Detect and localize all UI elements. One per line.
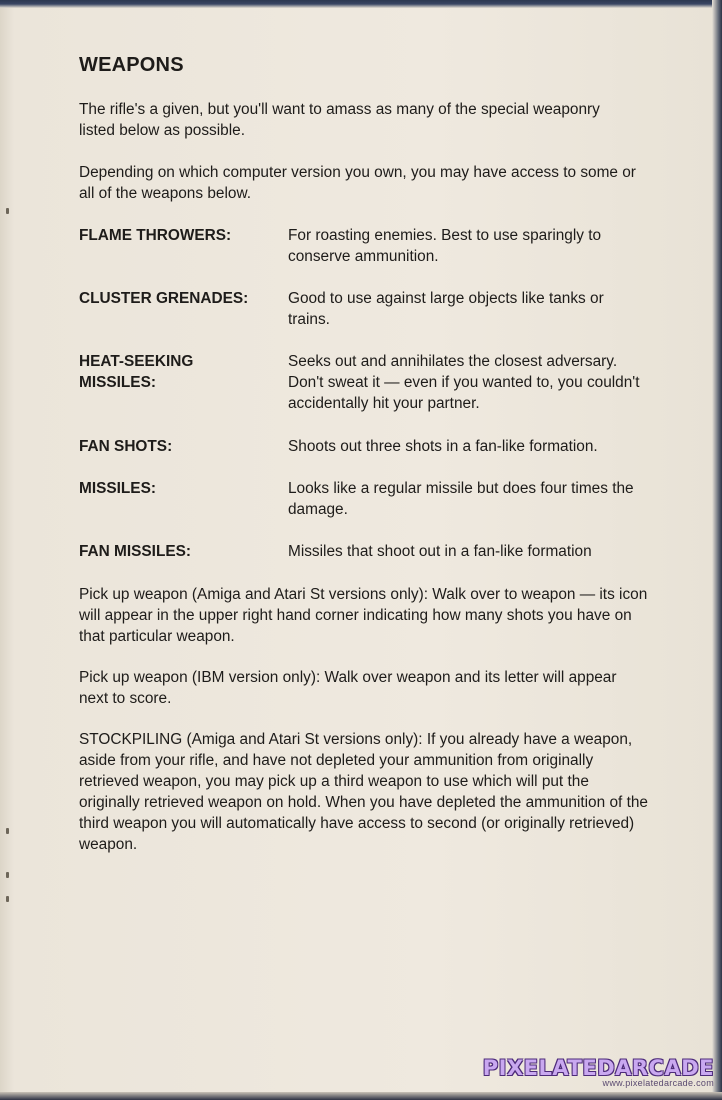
weapon-description: Shoots out three shots in a fan-like formation. xyxy=(288,438,598,455)
weapon-name: MISSILES: xyxy=(79,480,156,497)
intro-paragraph: The rifle's a given, but you'll want to amass as many of the special weaponry listed below as possible. xyxy=(79,101,600,139)
staple-mark xyxy=(6,208,9,214)
weapon-name: CLUSTER GRENADES: xyxy=(79,290,249,307)
pickup-ibm-paragraph: Pick up weapon (IBM version only): Walk over weapon and its letter will appear next to score. xyxy=(79,669,617,707)
weapon-name: FAN MISSILES: xyxy=(79,543,192,560)
weapon-description: Seeks out and annihilates the closest adversary. Don't sweat it — even if you wanted to, you couldn't accidentally hit your partner. xyxy=(288,353,640,412)
watermark-logo: PIXELATEDARCADE xyxy=(482,1056,714,1080)
stockpiling-paragraph: STOCKPILING (Amiga and Atari St versions only): If you already have a weapon, aside from your rifle, and have not depleted your ammunition from originally retrieved weapon, you may pick up a third weapon to use which will put the originally retrieved weapon on hold. When you have depleted the ammunition of the third weapon you will automatically have access to second (or originally retrieved) weapon. xyxy=(79,731,648,853)
section-title: WEAPONS xyxy=(79,54,184,76)
staple-mark xyxy=(6,896,9,902)
weapon-description: For roasting enemies. Best to use sparingly to conserve ammunition. xyxy=(288,227,602,265)
weapon-name: FLAME THROWERS: xyxy=(79,227,232,244)
weapons-section xyxy=(79,54,649,853)
staple-mark xyxy=(6,828,9,834)
page-top-edge xyxy=(0,0,722,8)
staple-mark xyxy=(6,872,9,878)
watermark xyxy=(483,1056,714,1088)
watermark-url: www.pixelatedarcade.com xyxy=(602,1078,714,1088)
page-right-edge xyxy=(712,0,722,1100)
weapon-name: FAN SHOTS: xyxy=(79,438,173,455)
page-bottom-edge xyxy=(0,1092,722,1100)
weapon-description: Looks like a regular missile but does four times the damage. xyxy=(288,480,634,518)
weapon-description: Missiles that shoot out in a fan-like formation xyxy=(288,543,592,560)
weapon-description: Good to use against large objects like tanks or trains. xyxy=(288,290,604,328)
pickup-amiga-atari-paragraph: Pick up weapon (Amiga and Atari St versions only): Walk over to weapon — its icon will appear in the upper right hand corner indicating how many shots you have on that particular weapon. xyxy=(79,586,648,645)
weapon-name: HEAT-SEEKING MISSILES: xyxy=(79,353,194,391)
versions-paragraph: Depending on which computer version you own, you may have access to some or all of the weapons below. xyxy=(79,164,636,202)
